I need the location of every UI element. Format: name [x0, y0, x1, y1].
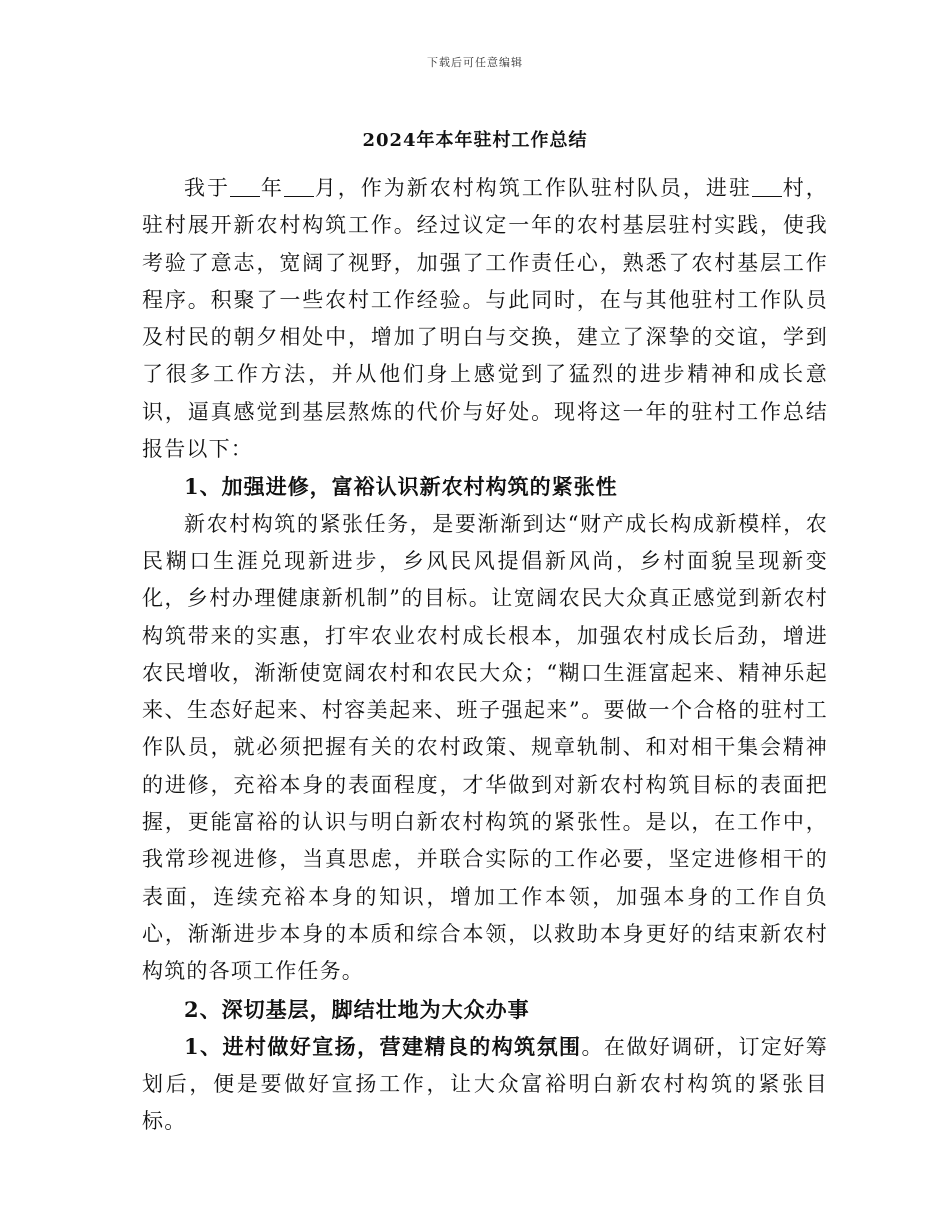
subsection-1-text: 。在做好调研，订定好筹划后，便是要做好宣扬工作，让大众富裕明白新农村构筑的紧张目标。: [142, 1034, 829, 1134]
section-1-paragraph: 新农村构筑的紧张任务，是要渐渐到达“财产成长构成新模样，农民糊口生涯兑现新进步，乡风民风提倡新风尚，乡村面貌呈现新变化，乡村办理健康新机制”的目标。让宽阔农民大众真正感觉到新农村构筑带来的实惠，打牢农业农村成长根本，加强农村成长后劲，增进农民增收，渐渐使宽阔农村和农民大众；“糊口生涯富起来、精神乐起来、生态好起来、村容美起来、班子强起来”。要做一个合格的驻村工作队员，就必须把握有关的农村政策、规章轨制、和对相干集会精神的进修，充裕本身的表面程度，才华做到对新农村构筑目标的表面把握，更能富裕的认识与明白新农村构筑的紧张性。是以，在工作中，我常珍视进修，当真思虑，并联合实际的工作必要，坚定进修相干的表面，连续充裕本身的知识，增加工作本领，加强本身的工作自负心，渐渐进步本身的本质和综合本领，以救助本身更好的结束新农村构筑的各项工作任务。: [142, 511, 828, 984]
intro-text-4: 村，驻村展开新农村构筑工作。经过议定一年的农村基层驻村实践，使我考验了意志，宽阔了视野，加强了工作责任心，熟悉了农村基层工作程序。积聚了一些农村工作经验。与此同时，在与其他驻村工作队员及村民的朝夕相处中，增加了明白与交换，建立了深挚的交谊，学到了很多工作方法，并从他们身上感觉到了猛烈的进步精神和成长意识，逼真感觉到基层熬炼的代价与好处。现将这一年的驻村工作总结报告以下：: [142, 176, 828, 462]
section-1-heading: 1、加强进修，富裕认识新农村构筑的紧张性: [184, 474, 618, 500]
document-title: 2024年本年驻村工作总结: [362, 130, 588, 151]
subsection-1-paragraph: [142, 1028, 828, 1141]
intro-text-3: 月，作为新农村构筑工作队驻村队员，进驻: [313, 176, 752, 200]
blank-year: [230, 175, 260, 197]
document-body: [142, 170, 828, 1141]
download-note: 下载后可任意编辑: [427, 56, 523, 69]
blank-month: [284, 175, 314, 197]
intro-text-1: 我于: [184, 176, 231, 200]
blank-village: [752, 175, 782, 197]
section-2-heading: 2、深切基层，脚结壮地为大众办事: [184, 996, 530, 1022]
intro-text-2: 年: [260, 176, 284, 200]
intro-paragraph: [142, 170, 828, 468]
subsection-1-lead: 1、进村做好宣扬，营建精良的构筑氛围: [184, 1033, 582, 1059]
